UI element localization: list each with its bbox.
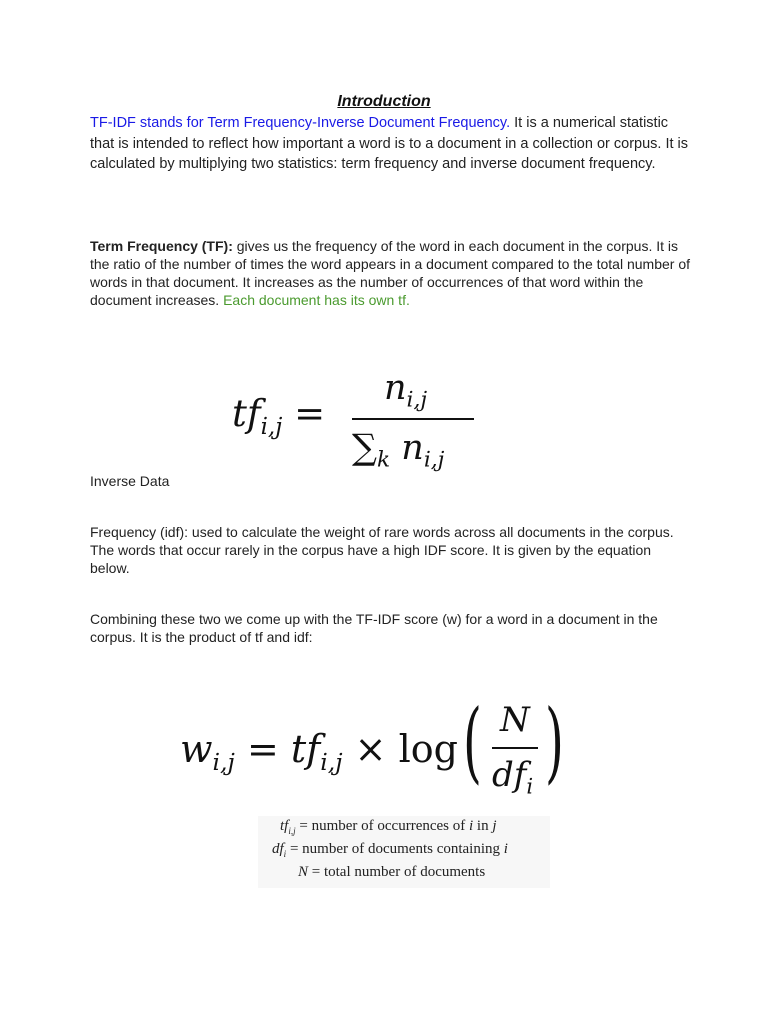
legend-sub: i	[283, 849, 287, 859]
legend-row-df	[272, 841, 508, 859]
tf-subscript: i,j	[320, 748, 343, 777]
legend-text: in	[473, 818, 493, 834]
tf-symbol: tf	[290, 727, 321, 771]
variable-legend	[258, 816, 550, 888]
tf-subscript: i,j	[260, 414, 283, 441]
tf-formula-numerator	[384, 368, 427, 413]
tf-highlight: Each document has its own tf.	[223, 292, 410, 308]
fraction-bar	[492, 747, 538, 749]
legend-sub: i,j	[288, 826, 296, 836]
legend-var-i: i	[469, 818, 474, 834]
inverse-label: Inverse Data	[90, 473, 170, 489]
df-symbol: df	[492, 755, 527, 795]
w-symbol: w	[180, 727, 213, 771]
legend-var-i: i	[503, 841, 508, 857]
df-subscript: i	[526, 773, 534, 799]
legend-var: df	[272, 841, 284, 857]
legend-row-tf	[280, 818, 497, 836]
sum-symbol: ∑	[352, 428, 377, 468]
tfidf-numerator: N	[500, 700, 530, 740]
denominator-subscript: i,j	[423, 447, 445, 473]
legend-var: tf	[280, 818, 289, 834]
intro-highlight: TF-IDF stands for Term Frequency-Inverse Document Frequency.	[90, 115, 511, 131]
right-paren: )	[545, 690, 564, 793]
legend-var-j: j	[492, 818, 497, 834]
tfidf-formula-lhs	[180, 727, 458, 776]
tf-formula-denominator	[352, 428, 444, 473]
legend-text: = total number of documents	[308, 864, 486, 880]
denominator-symbol: n	[401, 428, 424, 468]
equals-sign: =	[246, 727, 279, 771]
tfidf-denominator	[492, 755, 533, 798]
legend-text: = number of occurrences of	[295, 818, 469, 834]
tf-paragraph	[90, 237, 690, 309]
tf-body: gives us the frequency of the word in each document in the corpus. It is the ratio of the number of times the word appears in a document compared to the total number of words in that document. It increases as the number of occurrences of that word within the document increases.	[90, 238, 691, 308]
combine-paragraph: Combining these two we come up with the TF-IDF score (w) for a word in a document in the corpus. It is the product of tf and idf:	[90, 611, 658, 645]
page-title: Introduction	[337, 93, 431, 110]
fraction-bar	[352, 418, 474, 420]
left-paren: (	[463, 690, 482, 793]
legend-text: = number of documents containing	[286, 841, 504, 857]
intro-text: It is a numerical statistic that is intended to reflect how important a word is to a document in a collection or corpus. It is calculated by multiplying two statistics: term frequency and inverse document frequency.	[90, 115, 689, 172]
tf-symbol: tf	[232, 392, 261, 435]
equals-sign: =	[294, 392, 326, 435]
tf-term: Term Frequency (TF):	[90, 238, 233, 254]
legend-var: N	[298, 864, 309, 880]
times-sign: ×	[354, 727, 387, 771]
numerator-symbol: n	[384, 368, 407, 408]
tf-formula-lhs	[232, 392, 325, 440]
w-subscript: i,j	[212, 748, 235, 777]
log-operator: log	[398, 727, 458, 771]
numerator-subscript: i,j	[406, 387, 428, 413]
sum-subscript: k	[377, 447, 391, 473]
intro-paragraph	[90, 113, 690, 175]
legend-row-n	[298, 864, 485, 881]
idf-paragraph: Frequency (idf): used to calculate the weight of rare words across all documents in the corpus. The words that occur rarely in the corpus have a high IDF score. It is given by the equation below.	[90, 524, 674, 576]
